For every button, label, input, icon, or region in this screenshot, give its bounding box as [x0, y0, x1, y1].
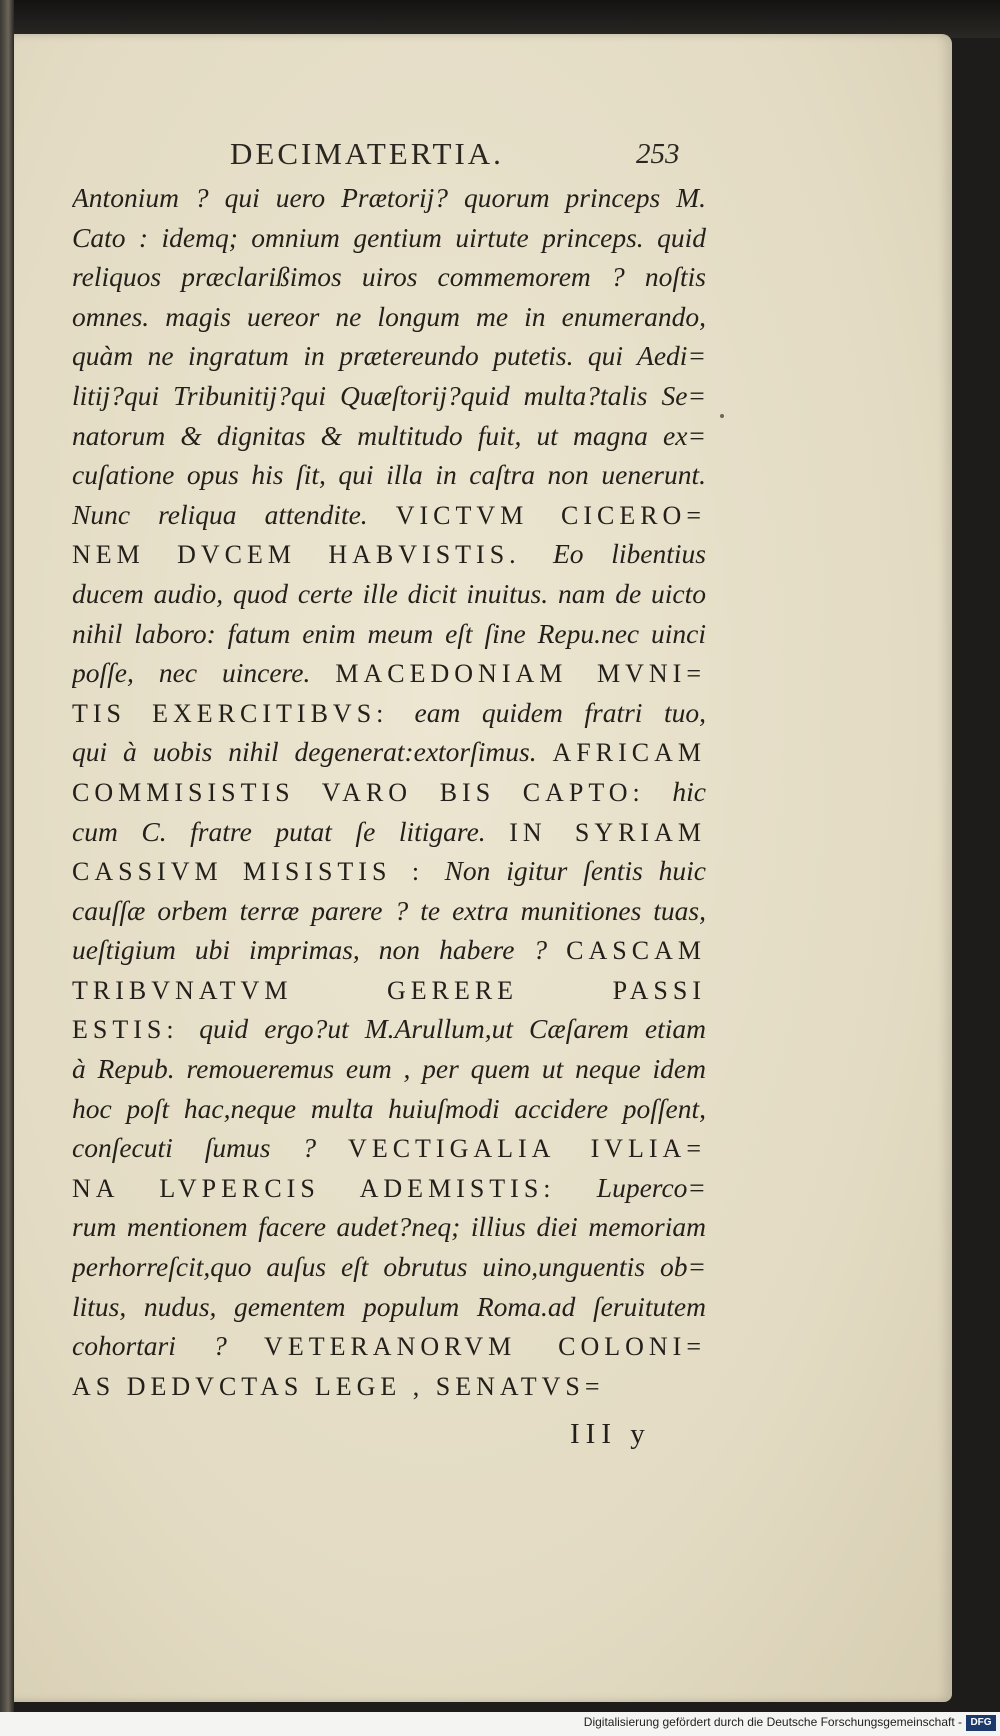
text-line [72, 614, 706, 654]
italic-segment: ducem audio, quod certe ille dicit inuitus. nam de uicto [72, 577, 706, 609]
italic-segment: litus, nudus, gementem populum Roma.ad ſeruitutem [72, 1290, 706, 1322]
italic-segment: ueſtigium ubi imprimas, non habere ? [72, 934, 567, 966]
caps-segment: VICTVM CICERO= [395, 500, 706, 530]
text-line [72, 1168, 706, 1208]
running-title: DECIMATERTIA. [230, 136, 504, 171]
italic-segment: Nunc reliqua attendite. [72, 498, 396, 530]
caps-segment: VETERANORVM COLONI= [264, 1332, 706, 1362]
italic-segment: rum mentionem facere audet?neq; illius diei memoriam [72, 1211, 706, 1243]
text-line [72, 653, 706, 693]
italic-segment: cuſatione opus his ſit, qui illa in caſtra non uenerunt. [72, 459, 706, 491]
text-line [72, 257, 706, 297]
footer-credit: Digitalisierung gefördert durch die Deutsche Forschungsgemeinschaft - [583, 1715, 962, 1729]
footer-bar [0, 1712, 1000, 1736]
italic-segment: Antonium ? qui uero Prætorij? quorum princeps M. [72, 182, 706, 213]
caps-segment: CASCAM [566, 936, 706, 966]
italic-segment: omnes. magis uereor ne longum me in enumerando, [72, 300, 706, 332]
italic-segment: Luperco= [596, 1171, 706, 1203]
italic-segment: cum C. fratre putat ſe litigare. [72, 815, 510, 847]
text-line [72, 416, 706, 456]
text-line [72, 812, 706, 852]
text-line [72, 1287, 706, 1327]
text-line [72, 693, 706, 733]
caps-segment: CASSIVM MISISTIS : [72, 857, 445, 887]
caps-segment: NA LVPERCIS ADEMISTIS: [72, 1173, 597, 1203]
text-line [72, 297, 706, 337]
caps-segment: AS DEDVCTAS LEGE , SENATVS= [72, 1371, 605, 1401]
text-line [72, 891, 706, 931]
text-line [72, 218, 706, 258]
text-line [72, 1366, 706, 1406]
italic-segment: qui à uobis nihil degenerat:extorſimus. [72, 736, 553, 768]
text-line [72, 574, 706, 614]
italic-segment: cohortari ? [72, 1330, 265, 1362]
caps-segment: TRIBVNATVM GERERE PASSI [72, 975, 706, 1005]
page-number: 253 [636, 138, 680, 170]
italic-segment: hic [672, 775, 706, 807]
italic-segment: quid ergo?ut M.Arullum,ut Cæſarem etiam [199, 1013, 706, 1045]
text-line [72, 336, 706, 376]
signature-mark: III y [570, 1418, 651, 1450]
caps-segment: VECTIGALIA IVLIA= [348, 1134, 706, 1164]
text-line [72, 1049, 706, 1089]
italic-segment: poſſe, nec uincere. [72, 657, 336, 689]
italic-segment: perhorreſcit,quo auſus eſt obrutus uino,unguentis ob= [72, 1251, 706, 1283]
italic-segment: quàm ne ingratum in prætereundo putetis. qui Aedi= [72, 340, 706, 372]
caps-segment: NEM DVCEM HABVISTIS. [72, 540, 553, 570]
italic-segment: Eo libentius [553, 538, 706, 570]
text-line [72, 1247, 706, 1287]
italic-segment: Non igitur ſentis huic [444, 855, 706, 887]
margin-mark [720, 414, 724, 418]
text-line [72, 851, 706, 891]
caps-segment: MACEDONIAM MVNI= [335, 659, 706, 689]
caps-segment: TIS EXERCITIBVS: [72, 698, 415, 728]
caps-segment: AFRICAM [552, 738, 706, 768]
book-spine-edge [0, 0, 14, 1736]
text-line [72, 455, 706, 495]
italic-segment: à Repub. remoueremus eum , per quem ut neque idem [72, 1053, 706, 1085]
italic-segment: natorum & dignitas & multitudo fuit, ut magna ex= [72, 419, 706, 451]
text-line [72, 495, 706, 535]
text-line [72, 930, 706, 970]
text-line [72, 178, 706, 218]
italic-segment: cauſſæ orbem terræ parere ? te extra munitiones tuas, [72, 894, 706, 926]
text-line [72, 534, 706, 574]
body-text [72, 178, 706, 1405]
caps-segment: COMMISISTIS VARO BIS CAPTO: [72, 777, 673, 807]
italic-segment: litij?qui Tribunitij?qui Quæſtorij?quid multa?talis Se= [72, 379, 706, 411]
caps-segment: IN SYRIAM [509, 817, 706, 847]
italic-segment: Cato : idemq; omnium gentium uirtute princeps. quid [72, 221, 706, 253]
scan-top-band [0, 0, 1000, 38]
dfg-logo: DFG [966, 1715, 996, 1731]
italic-segment: nihil laboro: fatum enim meum eſt ſine Repu.nec uinci [72, 617, 706, 649]
caps-segment: ESTIS: [72, 1015, 200, 1045]
italic-segment: eam quidem fratri tuo, [414, 696, 706, 728]
text-line [72, 1128, 706, 1168]
text-line [72, 732, 706, 772]
text-line [72, 376, 706, 416]
italic-segment: conſecuti ſumus ? [72, 1132, 349, 1164]
text-line [72, 1326, 706, 1366]
text-line [72, 1089, 706, 1129]
text-line [72, 772, 706, 812]
italic-segment: hoc poſt hac,neque multa huiuſmodi accidere poſſent, [72, 1092, 706, 1124]
text-line [72, 970, 706, 1010]
italic-segment: reliquos præclarißimos uiros commemorem ? noſtis [72, 261, 706, 293]
text-line [72, 1207, 706, 1247]
running-head [0, 136, 1000, 176]
text-line [72, 1009, 706, 1049]
